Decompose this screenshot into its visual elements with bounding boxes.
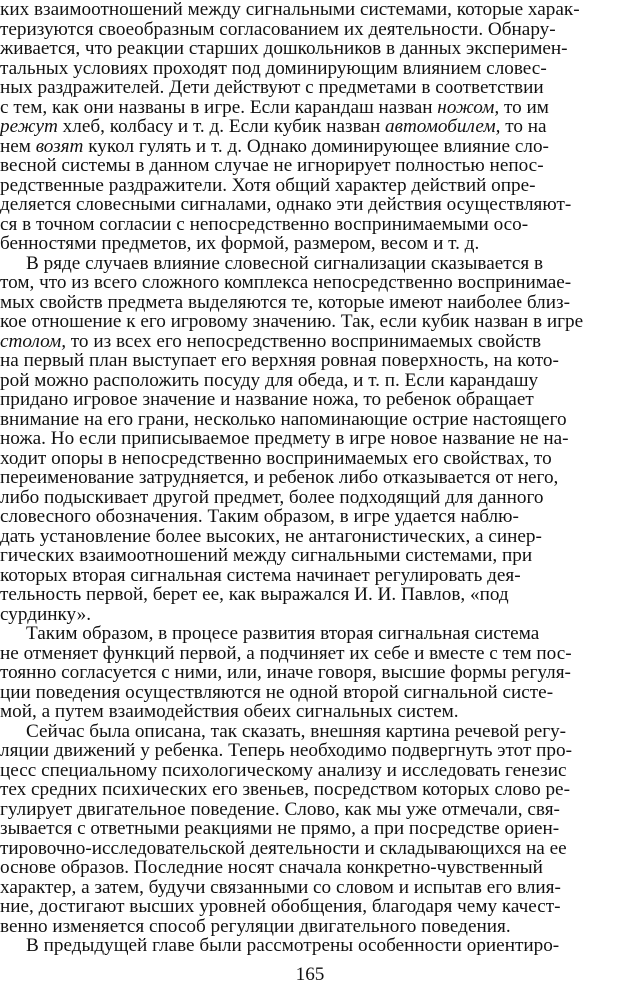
text-line [26,933,559,959]
text-segment: тоянно согласуется с ними, или, иначе говоря, высшие формы регуля- [0,662,571,683]
text-segment: цесс специальному психологическому анализу и исследовать генезис [0,759,567,781]
text-segment: то им [499,96,549,118]
text-segment: ких взаимоотношений между сигнальными системами, которые харак- [0,0,580,20]
text-segment: хлеб, колбасу и т. д. Если кубик назван [57,116,386,137]
text-segment: венно изменяется способ регуляции двигательного поведения. [0,915,511,937]
text-segment: теризуются своеобразным согласованием их деятельности. Обнару- [0,18,556,40]
text-segment: тельность первой, берет ее, как выражался И. И. Павлов, «под [0,584,509,605]
text-segment: В ряде случаев влияние словесной сигнализации сказывается в [26,252,544,274]
text-segment: мой, а путем взаимодействия обеих сигнальных систем. [0,701,459,722]
emphasized-term: автомобилем, [385,116,501,137]
text-segment: кое отношение к его игровому значению. Так, если кубик назван в игре [0,311,584,332]
text-segment: живается, что реакции старших дошкольников в данных эксперимен- [0,38,568,59]
text-segment: весной системы в данном случае не игнорирует полностью непос- [0,155,544,176]
text-segment: тировочно-исследовательской деятельности и складывающихся на ее [0,837,567,859]
text-segment: то из всех его непосредственно воспринимаемых свойств [66,330,542,352]
text-segment: которых вторая сигнальная система начинает регулировать дея- [0,564,521,586]
text-segment: характер, а затем, будучи связанными со словом и испытав его влия- [0,876,561,898]
text-segment: ных раздражителей. Дети действуют с предметами в соответствии [0,77,544,98]
text-segment: Сейчас была описана, так сказать, внешняя картина речевой регу- [26,720,567,742]
text-segment: основе образов. Последние носят сначала конкретно-чувственный [0,857,543,878]
text-segment: не отменяет функций первой, а подчиняет их себе и вместе с тем пос- [0,642,572,664]
emphasized-term: столом, [0,330,66,352]
text-segment: мых свойств предмета выделяются те, которые имеют наиболее близ- [0,291,570,313]
text-segment: дать установление более высоких, не антагонистических, а синер- [0,525,542,547]
text-segment: нем [0,135,36,157]
text-segment: тальных условиях проходят под доминирующим влиянием словес- [0,57,547,79]
text-segment: либо подыскивает другой предмет, более подходящий для данного [0,486,544,508]
text-segment: бенностями предметов, их формой, размером, весом и т. д. [0,233,480,254]
text-segment: рой можно расположить посуду для обеда, и т. п. Если карандашу [0,369,539,391]
text-segment: внимание на его грани, несколько напоминающие острие настоящего [0,408,567,430]
text-segment: ся в точном согласии с непосредственно воспринимаемыми осо- [0,213,529,235]
text-segment: том, что из всего сложного комплекса непосредственно воспринимае- [0,272,572,293]
text-segment: переименование затрудняется, и ребенок либо отказывается от него, [0,467,559,488]
page-number: 165 [295,964,325,985]
text-segment: ции поведения осуществляются не одной второй сигнальной систе- [0,681,554,703]
text-segment: гических взаимоотношений между сигнальными системами, при [0,545,533,566]
text-segment: словесного обозначения. Таким образом, в игре удается наблю- [0,506,519,527]
text-segment: Таким образом, в процесе развития вторая сигнальная система [26,623,540,644]
text-segment: гулирует двигательное поведение. Слово, как мы уже отмечали, свя- [0,798,560,820]
text-segment: тех средних психических его звеньев, посредством которых слово ре- [0,779,570,800]
text-segment: В предыдущей главе были рассмотрены особенности ориентиро- [26,935,560,956]
emphasized-term: режут [0,116,58,137]
text-segment: редственные раздражители. Хотя общий характер действий опре- [0,174,536,196]
emphasized-term: ножом, [437,96,500,118]
text-segment: ляции движений у ребенка. Теперь необходимо подвергнуть этот про- [0,740,572,761]
text-segment: кукол гулять и т. д. Однако доминирующее влияние сло- [83,135,549,157]
text-segment: с тем, как они названы в игре. Если карандаш назван [0,96,438,118]
text-segment: деляется словесными сигналами, однако эти действия осуществляют- [0,194,572,215]
text-segment: придано игровое значение и название ножа, то ребенок обращает [0,389,534,410]
text-segment: то на [500,116,547,137]
text-segment: на первый план выступает его верхняя ровная поверхность, на кото- [0,350,559,371]
text-segment: сурдинку». [0,603,92,625]
text-segment: ходит опоры в непосредственно воспринимаемых его свойствах, то [0,447,552,469]
text-segment: ножа. Но если приписываемое предмету в игре новое название не на- [0,428,569,449]
text-segment: зывается с ответными реакциями не прямо, а при посредстве ориен- [0,818,560,839]
text-segment: ние, достигают высших уровней обобщения, благодаря чему качест- [0,896,561,917]
emphasized-term: возят [35,135,84,157]
